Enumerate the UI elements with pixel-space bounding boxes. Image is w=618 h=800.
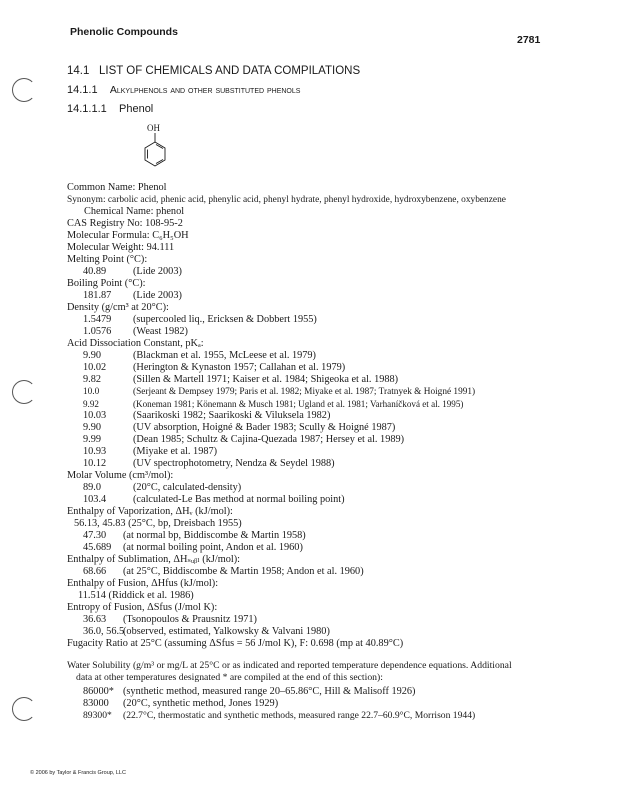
value: 1.5479 <box>83 314 112 325</box>
value: 68.66 <box>83 566 107 577</box>
value: 9.82 <box>83 374 102 385</box>
section-number: 14.1.1.1 <box>67 103 107 115</box>
value: 10.0 <box>83 387 100 397</box>
reference: (20°C, calculated-density) <box>133 482 242 493</box>
value: 1.0576 <box>83 326 112 337</box>
running-header-title: Phenolic Compounds <box>70 26 178 38</box>
reference: (synthetic method, measured range 20–65.86°C, Hill & Malisoff 1926) <box>123 686 416 697</box>
reference: (UV absorption, Hoigné & Bader 1983; Scully & Hoigné 1987) <box>133 422 396 433</box>
copyright-footer: © 2006 by Taylor & Francis Group, LLC <box>30 770 126 776</box>
data-row <box>83 350 613 362</box>
reference: (at 25°C, Biddiscombe & Martin 1958; Andon et al. 1960) <box>123 566 364 577</box>
data-row <box>83 710 613 722</box>
value: 40.89 <box>83 266 107 277</box>
reference: (Sillen & Martell 1971; Kaiser et al. 1984; Shigeoka et al. 1988) <box>133 374 399 385</box>
oh-label: OH <box>147 123 160 133</box>
value: 36.0, 56.5 <box>83 626 125 637</box>
data-row <box>83 566 603 578</box>
data-row <box>74 518 594 530</box>
binder-hole-2 <box>12 380 36 404</box>
value: 10.12 <box>83 458 107 469</box>
reference: (Lide 2003) <box>133 290 182 301</box>
data-row <box>83 266 603 278</box>
data-row <box>83 374 613 386</box>
vaporization-label: Enthalpy of Vaporization, ΔHᵥ (kJ/mol): <box>67 506 233 517</box>
section-heading-14-1-1 <box>67 84 300 96</box>
value: 36.63 <box>83 614 107 625</box>
reference: (UV spectrophotometry, Nendza & Seydel 1988) <box>133 458 335 469</box>
reference: (25°C, bp, Dreisbach 1955) <box>128 518 242 529</box>
reference: (Miyake et al. 1987) <box>133 446 218 457</box>
reference: (Koneman 1981; Könemann & Musch 1981; Ugland et al. 1981; Varhaníčková et al. 1995) <box>133 399 464 409</box>
data-row <box>83 314 603 326</box>
value: 181.87 <box>83 290 112 301</box>
value: 45.689 <box>83 542 112 553</box>
common-name: Common Name: Phenol <box>67 182 167 193</box>
reference: (at normal bp, Biddiscombe & Martin 1958) <box>123 530 306 541</box>
reference: (Serjeant & Dempsey 1979; Paris et al. 1982; Miyake et al. 1987; Tratnyek & Hoigné 1991) <box>133 387 476 397</box>
fusion-entropy-label: Entropy of Fusion, ΔSfus (J/mol K): <box>67 602 218 613</box>
value: 83000 <box>83 698 109 709</box>
reference: (supercooled liq., Ericksen & Dobbert 1955) <box>133 314 317 325</box>
data-row <box>83 494 603 506</box>
molecular-formula: Molecular Formula: C₆H₅OH <box>67 230 189 241</box>
section-heading-14-1-1-1 <box>67 103 153 115</box>
cas-number: CAS Registry No: 108-95-2 <box>67 218 183 229</box>
data-row <box>83 422 613 434</box>
melting-point-label: Melting Point (°C): <box>67 254 148 265</box>
pka-label: Acid Dissociation Constant, pKₐ: <box>67 338 204 349</box>
data-row <box>83 614 603 626</box>
data-row <box>83 362 613 374</box>
reference: (Weast 1982) <box>133 326 188 337</box>
density-label: Density (g/cm³ at 20°C): <box>67 302 169 313</box>
data-row <box>83 434 613 446</box>
reference: (Dean 1985; Schultz & Cajina-Quezada 1987; Hersey et al. 1989) <box>133 434 405 445</box>
reference: (Saarikoski 1982; Saarikoski & Viluksela 1982) <box>133 410 331 421</box>
synonym: Synonym: carbolic acid, phenic acid, phenylic acid, phenyl hydrate, phenyl hydroxide, hydroxybenzene, oxybenzene <box>67 195 506 205</box>
data-row <box>83 290 603 302</box>
water-solubility-label: Water Solubility (g/m³ or mg/L at 25°C or as indicated and reported temperature dependence equations. Additional <box>67 660 512 671</box>
reference: (Tsonopoulos & Prausnitz 1971) <box>123 614 257 625</box>
data-row <box>83 626 603 638</box>
value: 10.02 <box>83 362 107 373</box>
molar-volume-label: Molar Volume (cm³/mol): <box>67 470 174 481</box>
data-row <box>83 698 613 710</box>
reference: (Blackman et al. 1955, McLeese et al. 1979) <box>133 350 316 361</box>
section-heading-14-1 <box>67 65 360 77</box>
reference: (Riddick et al. 1986) <box>108 590 194 601</box>
value: 47.30 <box>83 530 107 541</box>
value: 103.4 <box>83 494 107 505</box>
molecular-weight: Molecular Weight: 94.111 <box>67 242 175 253</box>
data-row <box>83 542 603 554</box>
data-row <box>78 590 598 602</box>
reference: (Lide 2003) <box>133 266 182 277</box>
value: 10.93 <box>83 446 107 457</box>
data-row <box>83 686 613 698</box>
boiling-point-label: Boiling Point (°C): <box>67 278 146 289</box>
reference: (at normal boiling point, Andon et al. 1960) <box>123 542 303 553</box>
water-solubility-label-cont: data at other temperatures designated * are compiled at the end of this section): <box>76 672 383 683</box>
value: 56.13, 45.83 <box>74 518 126 529</box>
reference: (observed, estimated, Yalkowsky & Valvani 1980) <box>123 626 330 637</box>
data-row <box>83 326 603 338</box>
value: 9.99 <box>83 434 102 445</box>
reference: (Herington & Kynaston 1957; Callahan et al. 1979) <box>133 362 346 373</box>
reference: (calculated-Le Bas method at normal boiling point) <box>133 494 345 505</box>
reference: (20°C, synthetic method, Jones 1929) <box>123 698 279 709</box>
binder-hole-1 <box>12 78 36 102</box>
data-row <box>83 458 613 470</box>
sublimation-label: Enthalpy of Sublimation, ΔHₛᵤᵦₗ (kJ/mol): <box>67 554 241 565</box>
phenol-structure-diagram <box>135 120 185 180</box>
section-number: 14.1 <box>67 65 90 77</box>
value: 89.0 <box>83 482 102 493</box>
section-number: 14.1.1 <box>67 84 98 96</box>
binder-hole-3 <box>12 697 36 721</box>
value: 9.90 <box>83 350 102 361</box>
data-row <box>83 530 603 542</box>
data-row <box>83 482 603 494</box>
value: 89300* <box>83 710 112 721</box>
fusion-enthalpy-label: Enthalpy of Fusion, ΔHfus (kJ/mol): <box>67 578 219 589</box>
value: 9.92 <box>83 399 99 409</box>
reference: (22.7°C, thermostatic and synthetic methods, measured range 22.7–60.9°C, Morrison 1944) <box>123 710 476 721</box>
fugacity-ratio: Fugacity Ratio at 25°C (assuming ΔSfus = 56 J/mol K), F: 0.698 (mp at 40.89°C) <box>67 638 404 649</box>
section-title: LIST OF CHEMICALS AND DATA COMPILATIONS <box>98 65 361 77</box>
section-title: Phenol <box>119 103 154 115</box>
value: 10.03 <box>83 410 107 421</box>
page-number: 2781 <box>517 34 541 46</box>
data-row <box>83 410 613 422</box>
section-title: Alkylphenols and other substituted phenols <box>109 84 301 96</box>
value: 9.90 <box>83 422 102 433</box>
data-row <box>83 386 613 398</box>
data-row <box>83 446 613 458</box>
chemical-name: Chemical Name: phenol <box>84 206 185 217</box>
value: 86000* <box>83 686 114 697</box>
data-row <box>83 398 613 410</box>
value: 11.514 <box>78 590 106 601</box>
